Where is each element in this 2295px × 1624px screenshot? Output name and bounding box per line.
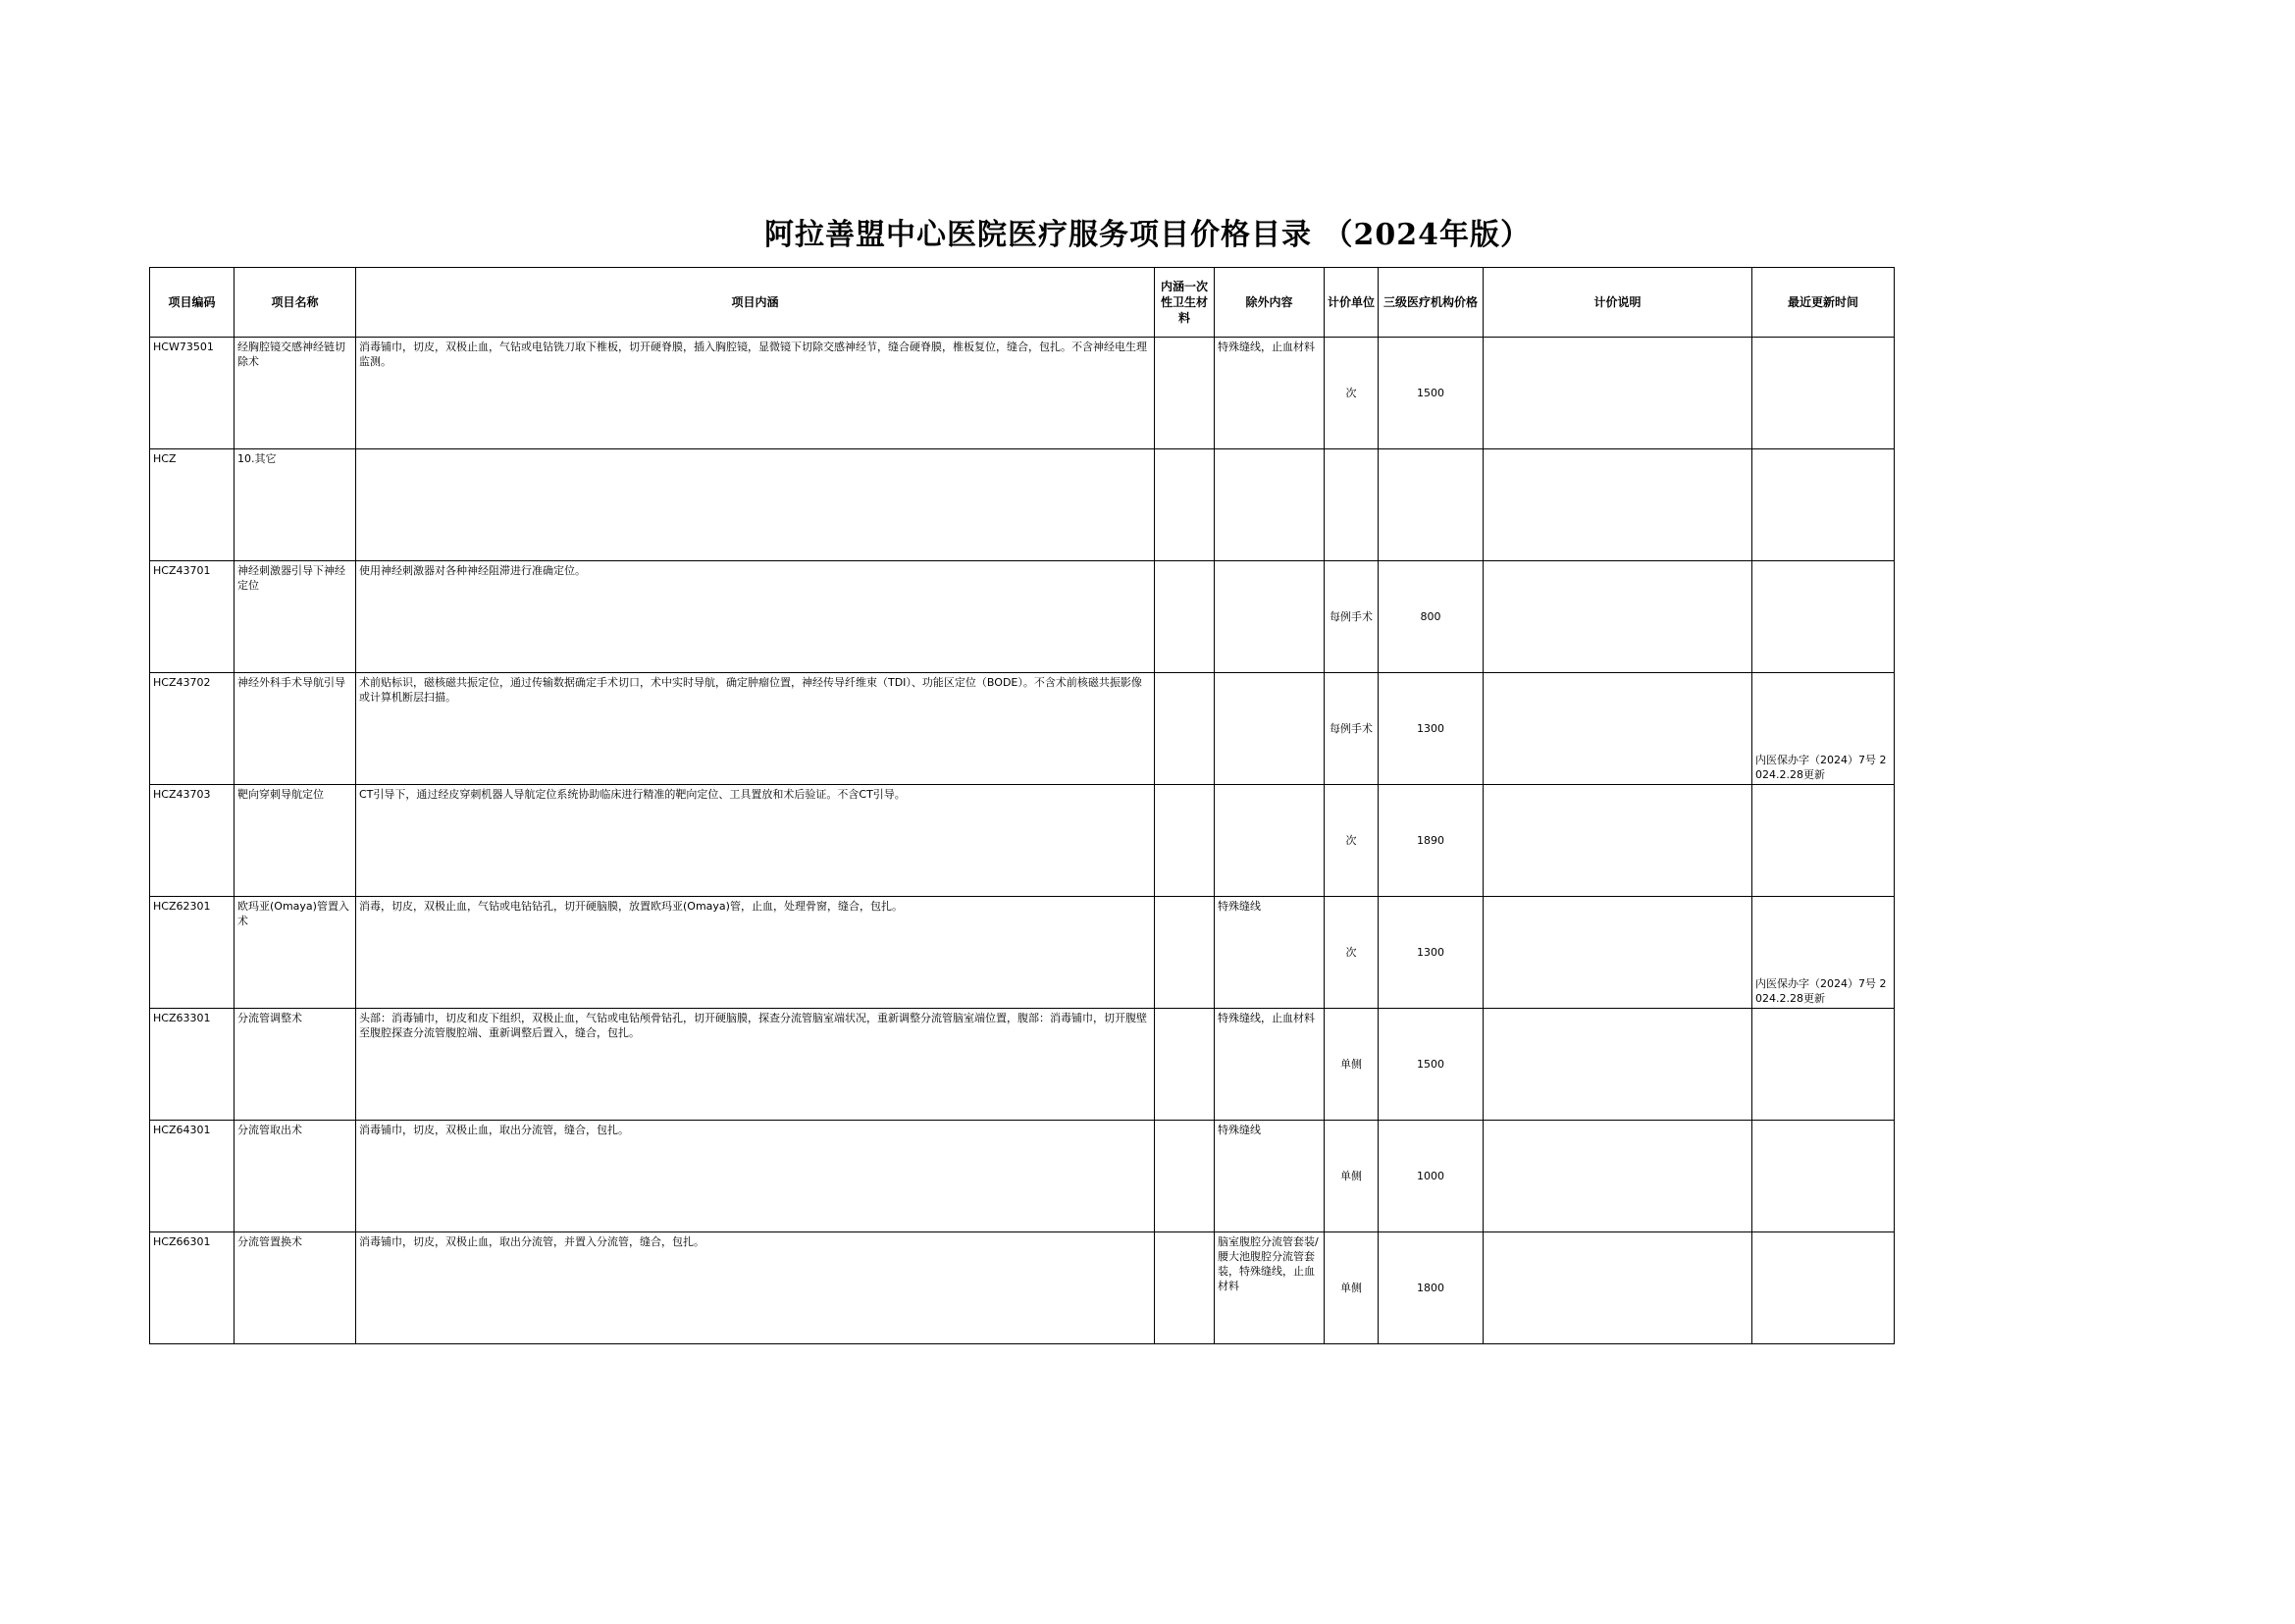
cell-updated xyxy=(1752,449,1895,561)
cell-materials xyxy=(1155,1121,1215,1232)
header-note: 计价说明 xyxy=(1484,268,1752,338)
cell-note xyxy=(1484,561,1752,673)
cell-price: 1300 xyxy=(1379,897,1484,1009)
cell-unit: 次 xyxy=(1325,785,1379,897)
table-row xyxy=(150,1009,1895,1121)
cell-name: 靶向穿刺导航定位 xyxy=(235,785,356,897)
cell-updated xyxy=(1752,1009,1895,1121)
cell-excluded xyxy=(1215,673,1325,785)
cell-unit: 单侧 xyxy=(1325,1009,1379,1121)
table-header-row xyxy=(150,268,1895,338)
cell-note xyxy=(1484,897,1752,1009)
cell-updated xyxy=(1752,561,1895,673)
cell-note xyxy=(1484,1121,1752,1232)
table-row xyxy=(150,561,1895,673)
cell-materials xyxy=(1155,785,1215,897)
cell-materials xyxy=(1155,338,1215,449)
cell-code: HCZ62301 xyxy=(150,897,235,1009)
cell-price: 1800 xyxy=(1379,1232,1484,1344)
cell-note xyxy=(1484,673,1752,785)
cell-content: 消毒，切皮，双极止血，气钻或电钻钻孔，切开硬脑膜，放置欧玛亚(Omaya)管，止血，处理骨窗，缝合，包扎。 xyxy=(356,897,1155,1009)
cell-code: HCW73501 xyxy=(150,338,235,449)
cell-code: HCZ63301 xyxy=(150,1009,235,1121)
header-materials: 内涵一次性卫生材料 xyxy=(1155,268,1215,338)
cell-materials xyxy=(1155,449,1215,561)
cell-unit: 每例手术 xyxy=(1325,673,1379,785)
cell-excluded: 脑室腹腔分流管套装/腰大池腹腔分流管套装，特殊缝线，止血材料 xyxy=(1215,1232,1325,1344)
cell-code: HCZ64301 xyxy=(150,1121,235,1232)
table-row xyxy=(150,673,1895,785)
cell-price: 1500 xyxy=(1379,338,1484,449)
cell-note xyxy=(1484,785,1752,897)
cell-content: 消毒铺巾，切皮，双极止血，气钻或电钻铣刀取下椎板，切开硬脊膜，插入胸腔镜，显微镜下切除交感神经节，缝合硬脊膜，椎板复位，缝合，包扎。不含神经电生理监测。 xyxy=(356,338,1155,449)
table-row xyxy=(150,338,1895,449)
cell-content: 消毒铺巾，切皮，双极止血，取出分流管，缝合，包扎。 xyxy=(356,1121,1155,1232)
cell-excluded xyxy=(1215,561,1325,673)
cell-excluded: 特殊缝线，止血材料 xyxy=(1215,338,1325,449)
cell-updated xyxy=(1752,1121,1895,1232)
cell-excluded: 特殊缝线 xyxy=(1215,897,1325,1009)
cell-price: 800 xyxy=(1379,561,1484,673)
document-title: 阿拉善盟中心医院医疗服务项目价格目录 （2024年版） xyxy=(764,218,1531,252)
cell-code: HCZ43703 xyxy=(150,785,235,897)
cell-updated xyxy=(1752,785,1895,897)
cell-price xyxy=(1379,449,1484,561)
header-code: 项目编码 xyxy=(150,268,235,338)
cell-name: 神经外科手术导航引导 xyxy=(235,673,356,785)
cell-content: 消毒铺巾，切皮，双极止血，取出分流管，并置入分流管，缝合，包扎。 xyxy=(356,1232,1155,1344)
cell-excluded xyxy=(1215,449,1325,561)
cell-name: 分流管置换术 xyxy=(235,1232,356,1344)
price-table xyxy=(149,267,1895,1344)
header-unit: 计价单位 xyxy=(1325,268,1379,338)
cell-price: 1000 xyxy=(1379,1121,1484,1232)
cell-name: 经胸腔镜交感神经链切除术 xyxy=(235,338,356,449)
cell-price: 1300 xyxy=(1379,673,1484,785)
cell-note xyxy=(1484,1232,1752,1344)
cell-name: 分流管调整术 xyxy=(235,1009,356,1121)
table-row xyxy=(150,1232,1895,1344)
table-row xyxy=(150,785,1895,897)
cell-materials xyxy=(1155,1009,1215,1121)
cell-excluded: 特殊缝线，止血材料 xyxy=(1215,1009,1325,1121)
cell-excluded: 特殊缝线 xyxy=(1215,1121,1325,1232)
table-row xyxy=(150,1121,1895,1232)
cell-updated: 内医保办字（2024）7号 2024.2.28更新 xyxy=(1752,673,1895,785)
cell-materials xyxy=(1155,1232,1215,1344)
cell-materials xyxy=(1155,561,1215,673)
cell-updated xyxy=(1752,338,1895,449)
cell-unit: 单侧 xyxy=(1325,1121,1379,1232)
cell-code: HCZ xyxy=(150,449,235,561)
cell-excluded xyxy=(1215,785,1325,897)
cell-content: 术前贴标识，磁核磁共振定位，通过传输数据确定手术切口，术中实时导航，确定肿瘤位置，神经传导纤维束（TDI）、功能区定位（BODE）。不含术前核磁共振影像或计算机断层扫描。 xyxy=(356,673,1155,785)
cell-unit: 每例手术 xyxy=(1325,561,1379,673)
cell-note xyxy=(1484,449,1752,561)
header-updated: 最近更新时间 xyxy=(1752,268,1895,338)
cell-materials xyxy=(1155,673,1215,785)
header-content: 项目内涵 xyxy=(356,268,1155,338)
cell-unit: 次 xyxy=(1325,897,1379,1009)
cell-name: 欧玛亚(Omaya)管置入术 xyxy=(235,897,356,1009)
header-excluded: 除外内容 xyxy=(1215,268,1325,338)
cell-updated xyxy=(1752,1232,1895,1344)
cell-name: 10.其它 xyxy=(235,449,356,561)
cell-code: HCZ43702 xyxy=(150,673,235,785)
cell-note xyxy=(1484,338,1752,449)
cell-updated: 内医保办字（2024）7号 2024.2.28更新 xyxy=(1752,897,1895,1009)
cell-name: 神经刺激器引导下神经定位 xyxy=(235,561,356,673)
header-name: 项目名称 xyxy=(235,268,356,338)
cell-content: 头部：消毒铺巾，切皮和皮下组织，双极止血，气钻或电钻颅骨钻孔，切开硬脑膜，探查分流管脑室端状况，重新调整分流管脑室端位置，腹部：消毒铺巾，切开腹壁至腹腔探查分流管腹腔端、重新调整后置入，缝合，包扎。 xyxy=(356,1009,1155,1121)
cell-content: CT引导下，通过经皮穿刺机器人导航定位系统协助临床进行精准的靶向定位、工具置放和术后验证。不含CT引导。 xyxy=(356,785,1155,897)
cell-materials xyxy=(1155,897,1215,1009)
cell-unit: 单侧 xyxy=(1325,1232,1379,1344)
cell-price: 1500 xyxy=(1379,1009,1484,1121)
cell-name: 分流管取出术 xyxy=(235,1121,356,1232)
cell-note xyxy=(1484,1009,1752,1121)
cell-code: HCZ66301 xyxy=(150,1232,235,1344)
cell-content: 使用神经刺激器对各种神经阻滞进行准确定位。 xyxy=(356,561,1155,673)
cell-unit xyxy=(1325,449,1379,561)
cell-content xyxy=(356,449,1155,561)
table-row xyxy=(150,449,1895,561)
cell-unit: 次 xyxy=(1325,338,1379,449)
cell-code: HCZ43701 xyxy=(150,561,235,673)
table-row xyxy=(150,897,1895,1009)
header-price: 三级医疗机构价格 xyxy=(1379,268,1484,338)
cell-price: 1890 xyxy=(1379,785,1484,897)
